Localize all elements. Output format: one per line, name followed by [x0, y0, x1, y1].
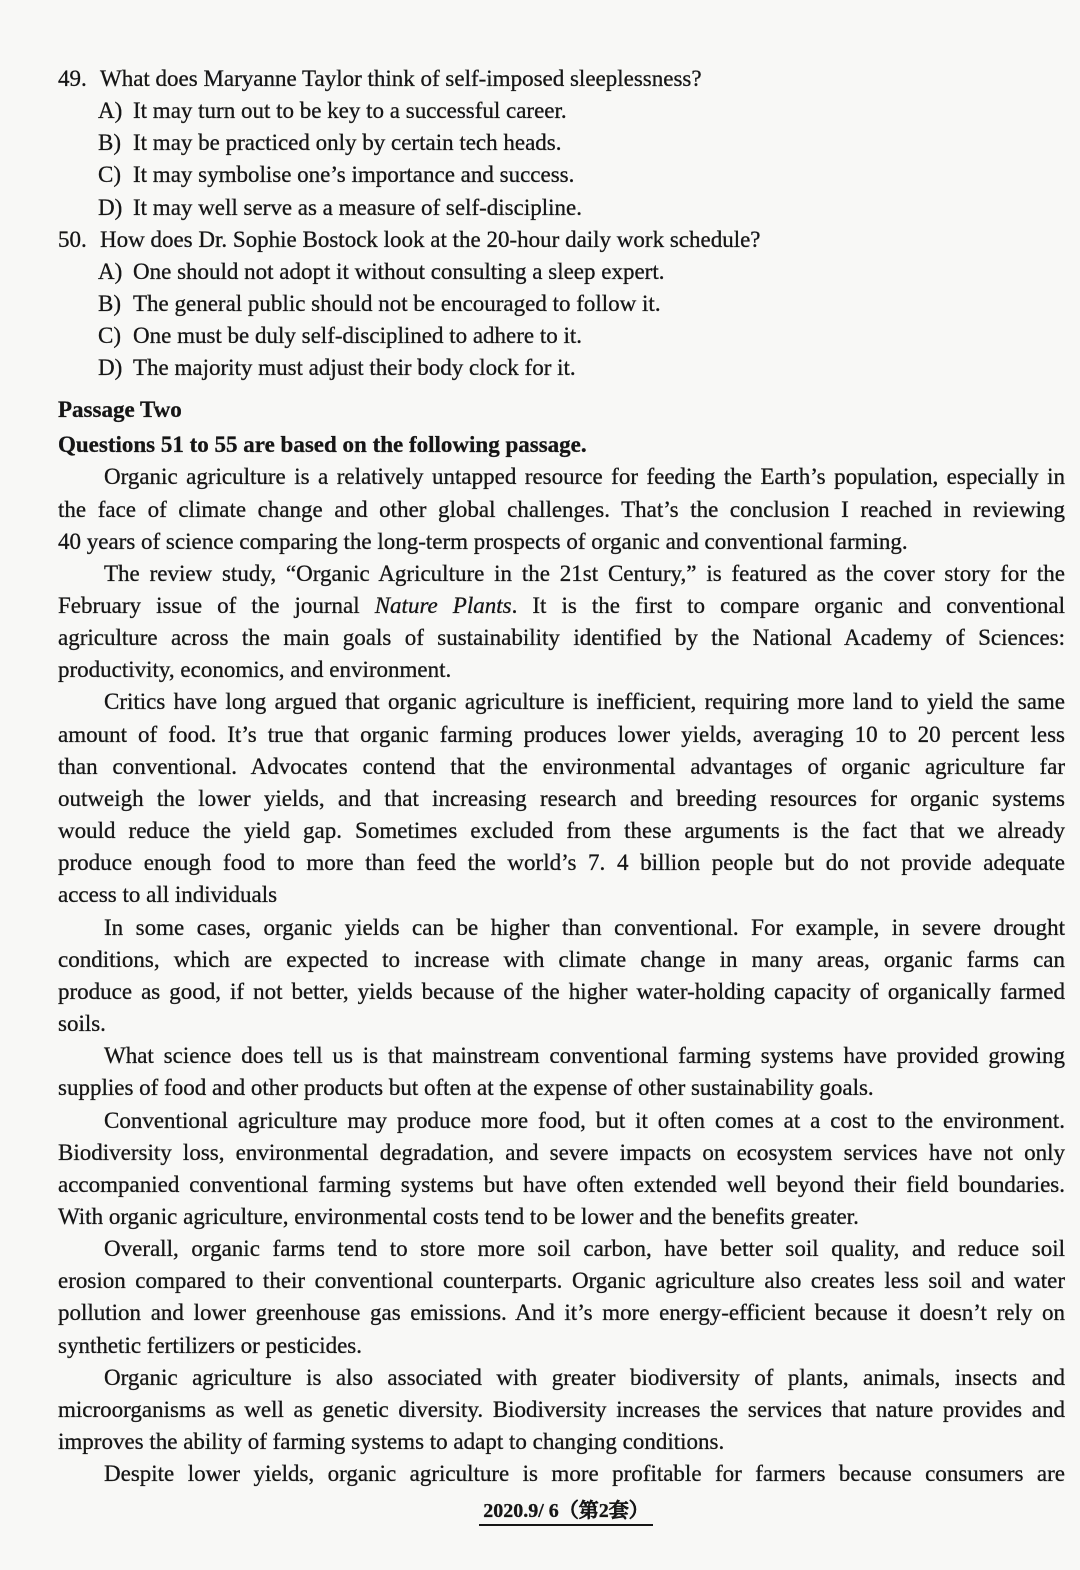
passage-line: productivity, economics, and environment.	[58, 657, 452, 683]
passage-line: synthetic fertilizers or pesticides.	[58, 1332, 363, 1358]
passage-line: Critics have long argued that organic agriculture is inefficient, requiring more land to yield the same	[104, 689, 1065, 715]
option-text: One should not adopt it without consulting a sleep expert.	[133, 258, 665, 284]
option-a	[58, 95, 1065, 127]
passage-line: produce enough food to more than feed the world’s 7. 4 billion people but do not provide adequate	[58, 850, 1065, 876]
passage-line: 40 years of science comparing the long-term prospects of organic and conventional farming.	[58, 528, 908, 554]
passage-line: Conventional agriculture may produce more food, but it often comes at a cost to the environment.	[104, 1107, 1065, 1133]
passage-line: accompanied conventional farming systems but have often extended well beyond their field boundaries.	[58, 1171, 1065, 1197]
passage-paragraph	[58, 686, 1065, 911]
option-d	[58, 352, 1065, 384]
option-letter: B)	[98, 130, 121, 156]
page-code: 2020.9/ 6（第2套）	[479, 1499, 653, 1526]
passage-body	[58, 461, 1065, 1490]
passage-paragraph	[58, 1040, 1065, 1104]
option-letter: A)	[98, 258, 123, 284]
page-footer	[366, 1494, 766, 1526]
question-stem	[58, 224, 1065, 256]
passage-paragraph	[58, 1105, 1065, 1234]
question-number: 49.	[58, 66, 87, 91]
line-segment: . It is the first to compare organic and conventional	[511, 593, 1065, 618]
option-c	[58, 320, 1065, 352]
option-text: It may turn out to be key to a successful career.	[133, 98, 567, 124]
passage-instruction: Questions 51 to 55 are based on the following passage.	[58, 432, 587, 458]
option-a	[58, 256, 1065, 288]
passage-line: In some cases, organic yields can be higher than conventional. For example, in severe drought	[104, 914, 1065, 940]
passage-line: What science does tell us is that mainstream conventional farming systems have provided growing	[104, 1043, 1065, 1069]
passage-line: access to all individuals	[58, 882, 278, 908]
question-stem	[58, 63, 1065, 95]
option-d	[58, 192, 1065, 224]
option-letter: A)	[98, 98, 123, 124]
passage-line: Overall, organic farms tend to store more soil carbon, have better soil quality, and reduce soil	[104, 1236, 1065, 1262]
line-segment: February issue of the journal	[58, 593, 375, 618]
passage-line: Biodiversity loss, environmental degradation, and severe impacts on ecosystem services have not only	[58, 1139, 1065, 1165]
passage-line: than conventional. Advocates contend that the environmental advantages of organic agriculture far	[58, 753, 1065, 779]
passage-paragraph	[58, 558, 1065, 687]
passage-line	[58, 590, 1065, 622]
passage-line: The review study, “Organic Agriculture in the 21st Century,” is featured as the cover story for the	[104, 560, 1065, 586]
passage-line: With organic agriculture, environmental costs tend to be lower and the benefits greater.	[58, 1203, 859, 1229]
passage-line: produce as good, if not better, yields because of the higher water-holding capacity of organically farmed	[58, 978, 1065, 1004]
option-letter: B)	[98, 291, 121, 317]
passage-line: microorganisms as well as genetic diversity. Biodiversity increases the services that nature provides and	[58, 1396, 1065, 1422]
option-text: The general public should not be encouraged to follow it.	[133, 291, 661, 317]
passage-heading: Passage Two	[58, 397, 182, 423]
question-block-50	[58, 224, 1065, 385]
passage-line: Organic agriculture is a relatively untapped resource for feeding the Earth’s population, especially in	[104, 464, 1065, 490]
option-text: It may well serve as a measure of self-discipline.	[133, 194, 582, 220]
option-text: It may be practiced only by certain tech heads.	[133, 130, 562, 156]
passage-line: Despite lower yields, organic agriculture is more profitable for farmers because consumers are	[104, 1461, 1065, 1487]
option-letter: C)	[98, 323, 121, 349]
passage-line: outweigh the lower yields, and that increasing research and breeding resources for organic systems	[58, 785, 1065, 811]
option-c	[58, 159, 1065, 191]
option-letter: D)	[98, 355, 123, 381]
journal-title: Nature Plants	[374, 593, 512, 618]
passage-paragraph	[58, 461, 1065, 557]
passage-line: soils.	[58, 1011, 106, 1037]
option-text: It may symbolise one’s importance and success.	[133, 162, 575, 188]
passage-line: pollution and lower greenhouse gas emissions. And it’s more energy-efficient because it doesn’t rely on	[58, 1300, 1065, 1326]
passage-line: supplies of food and other products but often at the expense of other sustainability goals.	[58, 1075, 874, 1101]
passage-line: conditions, which are expected to increase with climate change in many areas, organic farms can	[58, 946, 1065, 972]
option-text: One must be duly self-disciplined to adhere to it.	[133, 323, 583, 349]
passage-line: erosion compared to their conventional counterparts. Organic agriculture also creates less soil and water	[58, 1268, 1065, 1294]
passage-paragraph	[58, 1362, 1065, 1458]
passage-line: improves the ability of farming systems to adapt to changing conditions.	[58, 1429, 725, 1455]
passage-line: the face of climate change and other global challenges. That’s the conclusion I reached in reviewing	[58, 496, 1065, 522]
option-b	[58, 288, 1065, 320]
question-text: What does Maryanne Taylor think of self-imposed sleeplessness?	[100, 66, 702, 91]
question-block-49	[58, 63, 1065, 224]
passage-paragraph	[58, 912, 1065, 1041]
passage-line: amount of food. It’s true that organic farming produces lower yields, averaging 10 to 20 percent less	[58, 721, 1065, 747]
passage-paragraph	[58, 1233, 1065, 1362]
option-text: The majority must adjust their body clock for it.	[133, 355, 576, 381]
passage-paragraph	[58, 1458, 1065, 1490]
question-text: How does Dr. Sophie Bostock look at the 20-hour daily work schedule?	[100, 226, 761, 252]
option-letter: D)	[98, 194, 123, 220]
option-b	[58, 127, 1065, 159]
option-letter: C)	[98, 162, 121, 188]
passage-line: agriculture across the main goals of sustainability identified by the National Academy of Sciences:	[58, 625, 1065, 651]
passage-line: would reduce the yield gap. Sometimes excluded from these arguments is the fact that we already	[58, 818, 1065, 844]
page-content	[58, 63, 1065, 1490]
passage-line: Organic agriculture is also associated with greater biodiversity of plants, animals, insects and	[104, 1364, 1065, 1390]
question-number: 50.	[58, 226, 87, 252]
